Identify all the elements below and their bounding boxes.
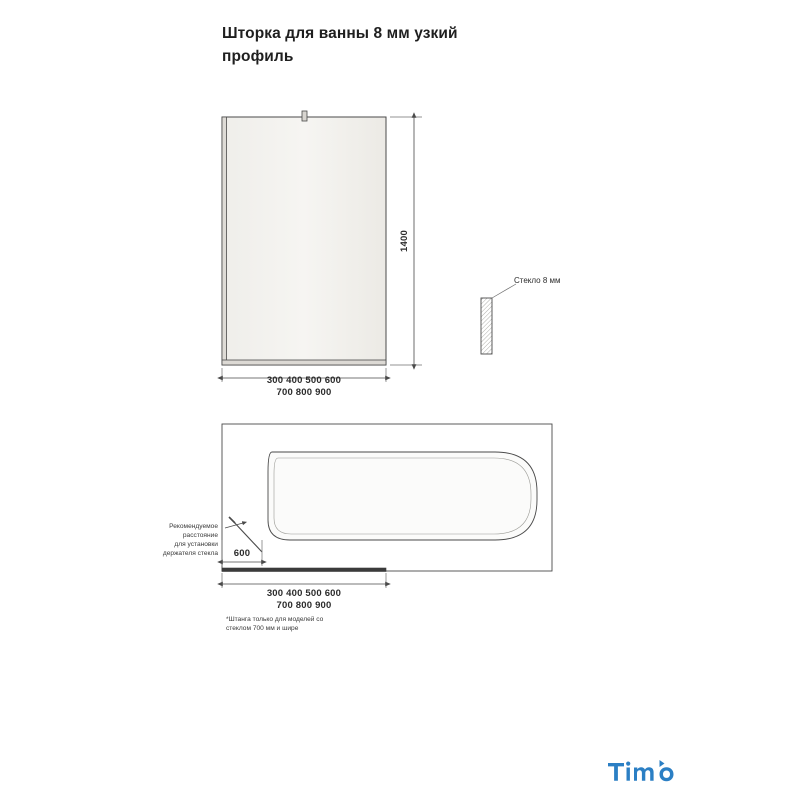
logo-accent-triangle — [660, 760, 665, 767]
logo-letter-o — [660, 767, 674, 781]
recommendation-line-2: расстояние — [182, 532, 218, 539]
top-width-label-line-1: 300 400 500 600 — [266, 588, 342, 599]
top-view-group — [163, 424, 552, 632]
recommendation-line-1: Рекомендуемое — [169, 523, 218, 530]
front-view-glass-panel — [222, 117, 386, 365]
page-title-line-1: Шторка для ванны 8 мм узкий — [222, 25, 458, 42]
footnote-line-2: стеклом 700 мм и шире — [226, 625, 299, 632]
top-view-glass-panel — [222, 568, 386, 572]
holder-dimension-label: 600 — [233, 548, 251, 559]
glass-detail-label: Стекло 8 мм — [514, 276, 561, 285]
logo-letter-m — [634, 767, 654, 781]
glass-detail-group — [481, 276, 561, 354]
front-view-holder-bar — [302, 111, 307, 121]
recommendation-line-4: держателя стекла — [162, 550, 218, 557]
glass-section-shape — [481, 298, 492, 354]
front-width-label-line-2: 700 800 900 — [276, 387, 332, 398]
height-dimension-label: 1400 — [399, 230, 410, 252]
logo-letter-i-dot — [626, 762, 630, 766]
top-width-label-line-2: 700 800 900 — [276, 600, 332, 611]
glass-detail-leader-line — [492, 284, 516, 298]
timo-logo — [604, 752, 684, 786]
logo-letter-t — [608, 763, 624, 781]
bathtub-inner-bowl — [268, 452, 537, 540]
front-view-wall-profile — [222, 117, 227, 365]
logo-letter-i-stem — [627, 768, 630, 781]
recommendation-line-3: для установки — [174, 541, 218, 548]
front-width-label-line-1: 300 400 500 600 — [266, 375, 342, 386]
front-view-group — [222, 111, 422, 398]
footnote-line-1: *Штанга только для моделей со — [226, 616, 324, 623]
page-title-line-2: профиль — [222, 48, 294, 66]
front-view-bottom-profile — [222, 360, 386, 365]
